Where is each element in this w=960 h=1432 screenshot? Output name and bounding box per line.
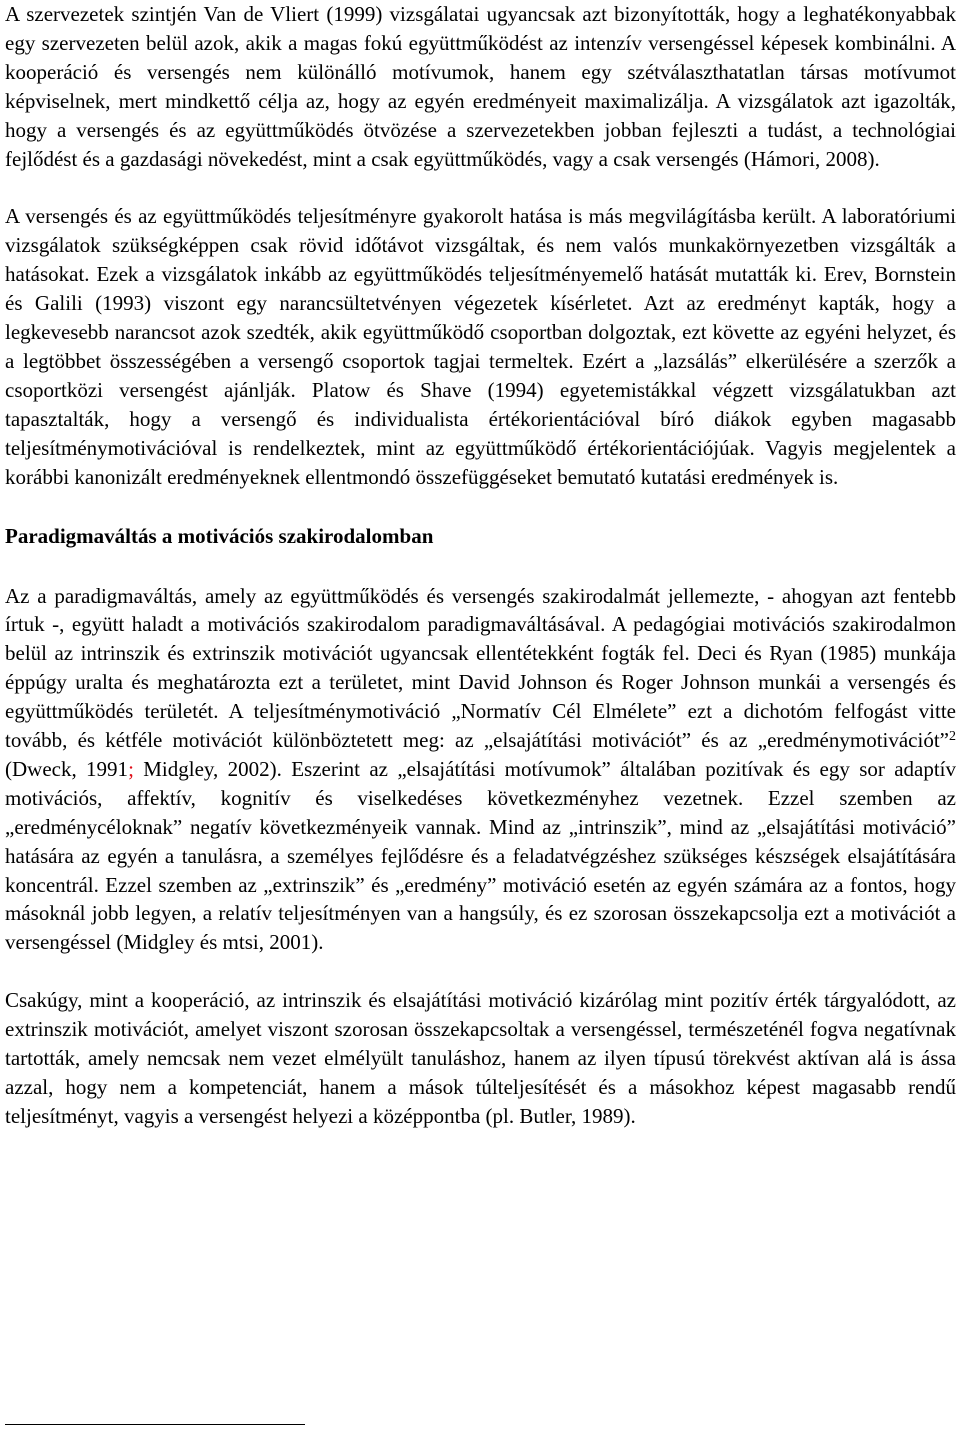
highlighted-semicolon: ; xyxy=(128,756,134,781)
paragraph-text: Az a paradigmaváltás, amely az együttműködés és versengés szakirodalmát jellemezte, - ahogyan azt fentebb írtuk -, együtt haladt a motivációs szakirodalom paradigmaváltásával. A pedagógiai motivációs szakirodalmon belül az intrinszik és extrinszik motivációt ugyancsak ellentétekként fogták fel. Deci és Ryan (1985) munkája éppúgy uralta és meghatározta ezt a területet, mint David Johnson és Roger Johnson munkái a versengés és együttműködés területét. A teljesítménymotiváció „Normatív Cél Elmélete” ezt a dichotóm felfogást vitte tovább, és kétféle motivációt különböztetett meg: az „elsajátítási motivációt” és az „eredménymotivációt” xyxy=(5,583,956,753)
footnote-marker: 2 xyxy=(949,729,956,745)
paragraph-text: A versengés és az együttműködés teljesítményre gyakorolt hatása is más megvilágításba került. A laboratóriumi vizsgálatok szükségképpen csak rövid időtávot vizsgáltak, és nem valós munkakörnyezetben vizsgálták a hatásokat. Ezek a vizsgálatok inkább az együttműködés teljesítményemelő hatását mutatták ki. Erev, Bornstein és Galili (1993) viszont egy narancsültetvényen végezetek kísérletet. Azt az eredményt kapták, hogy a legkevesebb narancsot azok szedték, akik együttműködő csoportban dolgoztak, ezt követte az egyéni helyzet, és a legtöbbet összességében a versengő csoportok tagjai termeltek. Ezért a „lazsálás” elkerülésére a szerzők a csoportközi versengést ajánlják. Platow és Shave (1994) egyetemistákkal végzett vizsgálatukban azt tapasztalták, hogy a versengő és individualista értékorientációval bíró diákok egyben magasabb teljesítménymotivációval is rendelkeztek, mint az együttműködő értékorientációjúak. Vagyis megjelentek a korábbi kanonizált eredményeknek ellentmondó összefüggéseket bemutató kutatási eredmények is. xyxy=(5,204,956,489)
paragraph-cooperation-summary xyxy=(5,986,956,1131)
document-page xyxy=(5,0,956,1131)
section-heading: Paradigmaváltás a motivációs szakirodalomban xyxy=(5,523,434,548)
paragraph-performance-effects xyxy=(5,202,956,491)
paragraph-text: Csakúgy, mint a kooperáció, az intrinszik és elsajátítási motiváció kizárólag mint pozitív érték tárgyalódott, az extrinszik motivációt, amelyet viszont szorosan összekapcsoltak a versengéssel, természeténél fogva negatívnak tartották, amely nemcsak nem vezet elmélyült tanuláshoz, hanem az ilyen típusú törekvést aktívan alá is ássa azzal, hogy nem a kompetenciát, hanem a mások túlteljesítését és a másokhoz képest magasabb rendű teljesítményt, vagyis a versengést helyezi a középpontba (pl. Butler, 1989). xyxy=(5,988,956,1128)
footnote-separator xyxy=(5,1424,305,1425)
paragraph-text: Midgley, 2002). Eszerint az „elsajátítási motívumok” általában pozitívak és egy sor adaptív motivációs, affektív, kognitív és viselkedéses következményhez vezetnek. Ezzel szemben az „eredménycéloknak” negatív következményeik vannak. Mind az „intrinszik”, mind az „elsajátítási motiváció” hatására az egyén a tanulásra, a személyes fejlődésre és a feladatvégzéshez szükséges készségek elsajátítására koncentrál. Ezzel szemben az „extrinszik” és „eredmény” motiváció esetén az egyén számára az a fontos, hogy másoknál jobb legyen, a relatív teljesítményen van a hangsúly, és ez szorosan összekapcsolja ezt a motivációt a versengéssel (Midgley és mtsi, 2001). xyxy=(5,756,957,955)
paragraph-text: (Dweck, 1991 xyxy=(5,756,129,781)
paragraph-van-de-vliert xyxy=(5,0,956,173)
paragraph-text: A szervezetek szintjén Van de Vliert (1999) vizsgálatai ugyancsak azt bizonyították, hogy a leghatékonyabbak egy szervezeten belül azok, akik a magas fokú együttműködést az intenzív versengéssel képesek kombinálni. A kooperáció és versengés nem különálló motívumok, hanem egy szétválaszthatatlan társas motívumot képviselnek, mert mindkettő célja az, hogy az egyén eredményeit maximalizálja. A vizsgálatok azt igazolták, hogy a versengés és az együttműködés ötvözése a szervezetekben jobban fejleszti a tudást, a technológiai fejlődést és a gazdasági növekedést, mint a csak együttműködés, vagy a csak versengés (Hámori, 2008). xyxy=(5,2,956,171)
paragraph-paradigm-shift xyxy=(5,582,956,958)
